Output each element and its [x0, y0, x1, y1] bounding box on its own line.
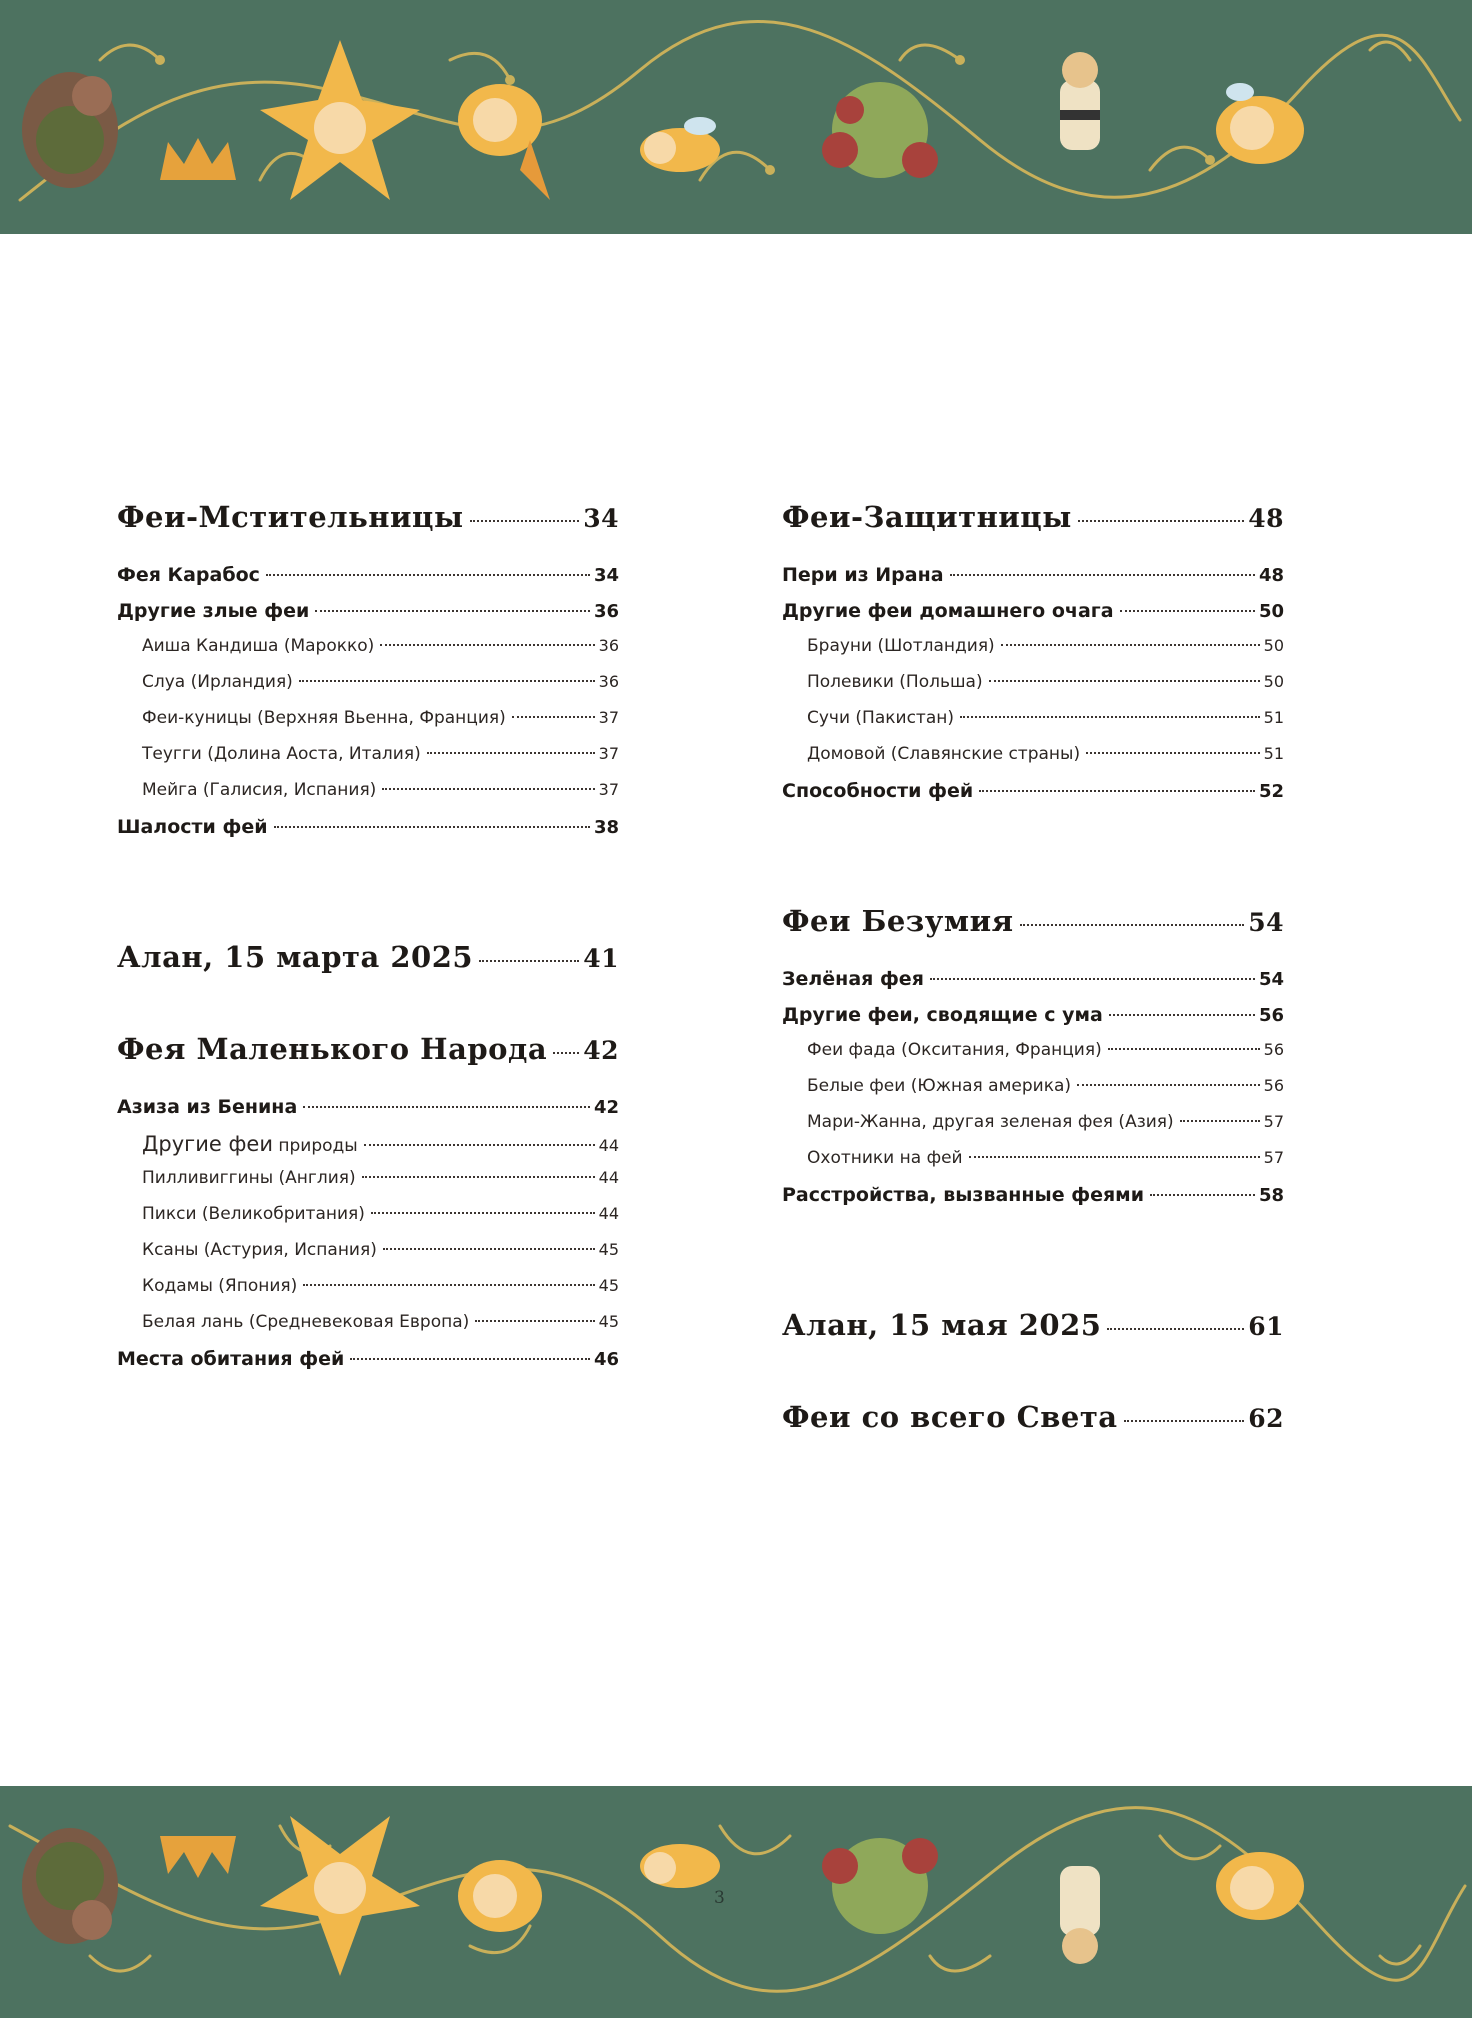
- toc-section[interactable]: [117, 940, 619, 974]
- leader-dots: [553, 1052, 579, 1054]
- entry-page: 56: [1263, 1040, 1284, 1059]
- toc-entry[interactable]: [782, 780, 1284, 816]
- toc-subentry[interactable]: [117, 708, 619, 744]
- leader-dots: [989, 680, 1260, 682]
- top-decorative-banner: [0, 0, 1472, 234]
- entry-label: Другие злые феи: [117, 600, 310, 622]
- entry-label: Сучи (Пакистан): [807, 708, 954, 728]
- leader-dots: [1150, 1194, 1255, 1196]
- leader-dots: [475, 1320, 594, 1322]
- toc-section[interactable]: [117, 1032, 619, 1066]
- toc-subentry[interactable]: [117, 1132, 619, 1168]
- entry-page: 57: [1263, 1148, 1284, 1167]
- leader-dots: [1086, 752, 1260, 754]
- entry-page: 36: [598, 672, 619, 691]
- bottom-decorative-banner: [0, 1786, 1472, 2018]
- leader-dots: [512, 716, 595, 718]
- leader-dots: [1020, 924, 1245, 926]
- leader-dots: [315, 610, 590, 612]
- entry-label: Пери из Ирана: [782, 564, 944, 586]
- vine-illustration: [0, 1786, 1472, 2018]
- entry-page: 36: [593, 601, 619, 622]
- leader-dots: [1078, 520, 1244, 522]
- entry-label: Феи-куницы (Верхняя Вьенна, Франция): [142, 708, 506, 728]
- toc-section[interactable]: [782, 1308, 1284, 1342]
- section-page: 34: [583, 504, 619, 533]
- section-title: Алан, 15 марта 2025: [117, 940, 474, 974]
- entry-page: 34: [593, 565, 619, 586]
- leader-dots: [1180, 1120, 1260, 1122]
- leader-dots: [470, 520, 580, 522]
- leader-dots: [350, 1358, 590, 1360]
- entry-label: Пикси (Великобритания): [142, 1204, 365, 1224]
- section-page: 41: [583, 944, 619, 973]
- entry-page: 56: [1258, 1005, 1284, 1026]
- leader-dots: [1124, 1420, 1245, 1422]
- entry-label: Азиза из Бенина: [117, 1096, 298, 1118]
- toc-entry[interactable]: [117, 564, 619, 600]
- toc-entry[interactable]: [117, 816, 619, 852]
- flying-fairy-3: [1216, 1852, 1304, 1920]
- toc-subentry[interactable]: [117, 1168, 619, 1204]
- section-title: Фея Маленького Народа: [117, 1032, 548, 1066]
- section-title: Алан, 15 мая 2025: [782, 1308, 1102, 1342]
- section-title: Феи Безумия: [782, 904, 1014, 938]
- toc-subentry[interactable]: [117, 1312, 619, 1348]
- toc-subentry[interactable]: [117, 780, 619, 816]
- toc-entry[interactable]: [117, 1096, 619, 1132]
- entry-page: 46: [593, 1349, 619, 1370]
- flying-fairy-3: [1216, 83, 1304, 164]
- crown-figure: [160, 1836, 236, 1878]
- entry-page: 45: [598, 1276, 619, 1295]
- entry-label: Полевики (Польша): [807, 672, 983, 692]
- leader-dots: [969, 1156, 1260, 1158]
- crown-figure: [160, 138, 236, 180]
- entry-label: Мейга (Галисия, Испания): [142, 780, 377, 800]
- leader-dots: [364, 1144, 595, 1146]
- star-fairy: [260, 40, 420, 200]
- entry-label: Слуа (Ирландия): [142, 672, 293, 692]
- entry-label: Способности фей: [782, 780, 974, 802]
- toc-entry[interactable]: [782, 1004, 1284, 1040]
- section-title: Феи-Мстительницы: [117, 500, 464, 534]
- vine-illustration: [0, 0, 1472, 234]
- leader-dots: [979, 790, 1255, 792]
- entry-label: Другие феи домашнего очага: [782, 600, 1114, 622]
- troll-figure: [22, 72, 118, 188]
- entry-label: Кодамы (Япония): [142, 1276, 298, 1296]
- entry-page: 54: [1258, 969, 1284, 990]
- leader-dots: [479, 960, 579, 962]
- leader-dots: [1107, 1328, 1244, 1330]
- toc-entry[interactable]: [117, 600, 619, 636]
- toc-subentry[interactable]: [782, 708, 1284, 744]
- entry-page: 51: [1263, 708, 1284, 727]
- section-title: Феи-Защитницы: [782, 500, 1072, 534]
- entry-page: 44: [598, 1204, 619, 1223]
- entry-page: 42: [593, 1097, 619, 1118]
- entry-page: 50: [1258, 601, 1284, 622]
- running-figure: [1060, 52, 1100, 150]
- leader-dots: [383, 1248, 595, 1250]
- leader-dots: [1001, 644, 1260, 646]
- entry-page: 38: [593, 817, 619, 838]
- entry-label: Расстройства, вызванные феями: [782, 1184, 1145, 1206]
- leader-dots: [299, 680, 595, 682]
- toc-subentry[interactable]: [117, 744, 619, 780]
- section-page: 42: [583, 1036, 619, 1065]
- entry-page: 37: [598, 780, 619, 799]
- toc-subentry[interactable]: [782, 672, 1284, 708]
- entry-label: Пилливиггины (Англия): [142, 1168, 356, 1188]
- toc-entry[interactable]: [117, 1348, 619, 1384]
- leader-dots: [1108, 1048, 1260, 1050]
- entry-label: природы: [278, 1136, 358, 1156]
- leader-dots: [266, 574, 590, 576]
- entry-label: Мари-Жанна, другая зеленая фея (Азия): [807, 1112, 1174, 1132]
- leader-dots: [382, 788, 594, 790]
- toc-subentry[interactable]: [117, 1276, 619, 1312]
- leader-dots: [930, 978, 1255, 980]
- toc-subentry[interactable]: [782, 1076, 1284, 1112]
- berry-bush: [822, 82, 938, 178]
- entry-page: 57: [1263, 1112, 1284, 1131]
- toc-subentry[interactable]: [782, 636, 1284, 672]
- toc-entry[interactable]: [782, 564, 1284, 600]
- entry-label: Места обитания фей: [117, 1348, 345, 1370]
- toc-section[interactable]: [782, 1400, 1284, 1434]
- toc-subentry[interactable]: [782, 1148, 1284, 1184]
- leader-dots: [1077, 1084, 1260, 1086]
- toc-subentry[interactable]: [117, 1204, 619, 1240]
- flying-fairy-2: [640, 117, 720, 172]
- leader-dots: [960, 716, 1260, 718]
- entry-label: Ксаны (Астурия, Испания): [142, 1240, 377, 1260]
- entry-page: 50: [1263, 672, 1284, 691]
- entry-label: Другие феи, сводящие с ума: [782, 1004, 1103, 1026]
- entry-label: Фея Карабос: [117, 564, 260, 586]
- leader-dots: [1109, 1014, 1255, 1016]
- toc-subentry[interactable]: [117, 1240, 619, 1276]
- leader-dots: [303, 1106, 590, 1108]
- section-title: Феи со всего Света: [782, 1400, 1118, 1434]
- leader-dots: [427, 752, 595, 754]
- toc-entry[interactable]: [782, 968, 1284, 1004]
- entry-page: 48: [1258, 565, 1284, 586]
- entry-page: 45: [598, 1240, 619, 1259]
- toc-section[interactable]: [782, 500, 1284, 534]
- entry-page: 51: [1263, 744, 1284, 763]
- entry-page: 50: [1263, 636, 1284, 655]
- toc-subentry[interactable]: [117, 636, 619, 672]
- flying-fairy-1: [458, 84, 550, 200]
- section-page: 61: [1248, 1312, 1284, 1341]
- leader-dots: [950, 574, 1255, 576]
- toc-subentry[interactable]: [782, 1040, 1284, 1076]
- entry-label: Аиша Кандиша (Марокко): [142, 636, 375, 656]
- entry-label: Белые феи (Южная америка): [807, 1076, 1072, 1096]
- section-page: 54: [1248, 908, 1284, 937]
- section-page: 62: [1248, 1404, 1284, 1433]
- berry-bush: [822, 1838, 938, 1934]
- entry-page: 58: [1258, 1185, 1284, 1206]
- entry-page: 37: [598, 708, 619, 727]
- entry-label: Охотники на фей: [807, 1148, 963, 1168]
- flying-fairy-2: [640, 1844, 720, 1888]
- toc-subentry[interactable]: [782, 744, 1284, 780]
- section-page: 48: [1248, 504, 1284, 533]
- leader-dots: [371, 1212, 595, 1214]
- toc-left-column: [117, 500, 619, 1384]
- entry-page: 52: [1258, 781, 1284, 802]
- leader-dots: [274, 826, 590, 828]
- flying-fairy-1: [458, 1860, 542, 1932]
- page-number: 3: [714, 1888, 725, 1908]
- troll-figure: [22, 1828, 118, 1944]
- entry-page: 56: [1263, 1076, 1284, 1095]
- entry-page: 45: [598, 1312, 619, 1331]
- toc-subentry[interactable]: [117, 672, 619, 708]
- entry-page: 36: [598, 636, 619, 655]
- leader-dots: [1120, 610, 1255, 612]
- entry-label: Теугги (Долина Аоста, Италия): [142, 744, 421, 764]
- toc-entry[interactable]: [782, 600, 1284, 636]
- entry-label: Домовой (Славянские страны): [807, 744, 1081, 764]
- entry-label: Феи фада (Окситания, Франция): [807, 1040, 1102, 1060]
- toc-section[interactable]: [782, 904, 1284, 938]
- toc-section[interactable]: [117, 500, 619, 534]
- entry-label: Брауни (Шотландия): [807, 636, 995, 656]
- leader-dots: [380, 644, 594, 646]
- entry-page: 44: [598, 1136, 619, 1155]
- leader-dots: [362, 1176, 595, 1178]
- running-figure: [1060, 1866, 1100, 1964]
- entry-label-large: Другие феи: [142, 1132, 273, 1156]
- entry-label: Белая лань (Средневековая Европа): [142, 1312, 470, 1332]
- toc-entry[interactable]: [782, 1184, 1284, 1220]
- toc-subentry[interactable]: [782, 1112, 1284, 1148]
- entry-page: 44: [598, 1168, 619, 1187]
- star-fairy: [260, 1816, 420, 1976]
- entry-label: Шалости фей: [117, 816, 268, 838]
- toc-right-column: [782, 500, 1284, 1434]
- leader-dots: [303, 1284, 594, 1286]
- entry-page: 37: [598, 744, 619, 763]
- entry-label: Зелёная фея: [782, 968, 924, 990]
